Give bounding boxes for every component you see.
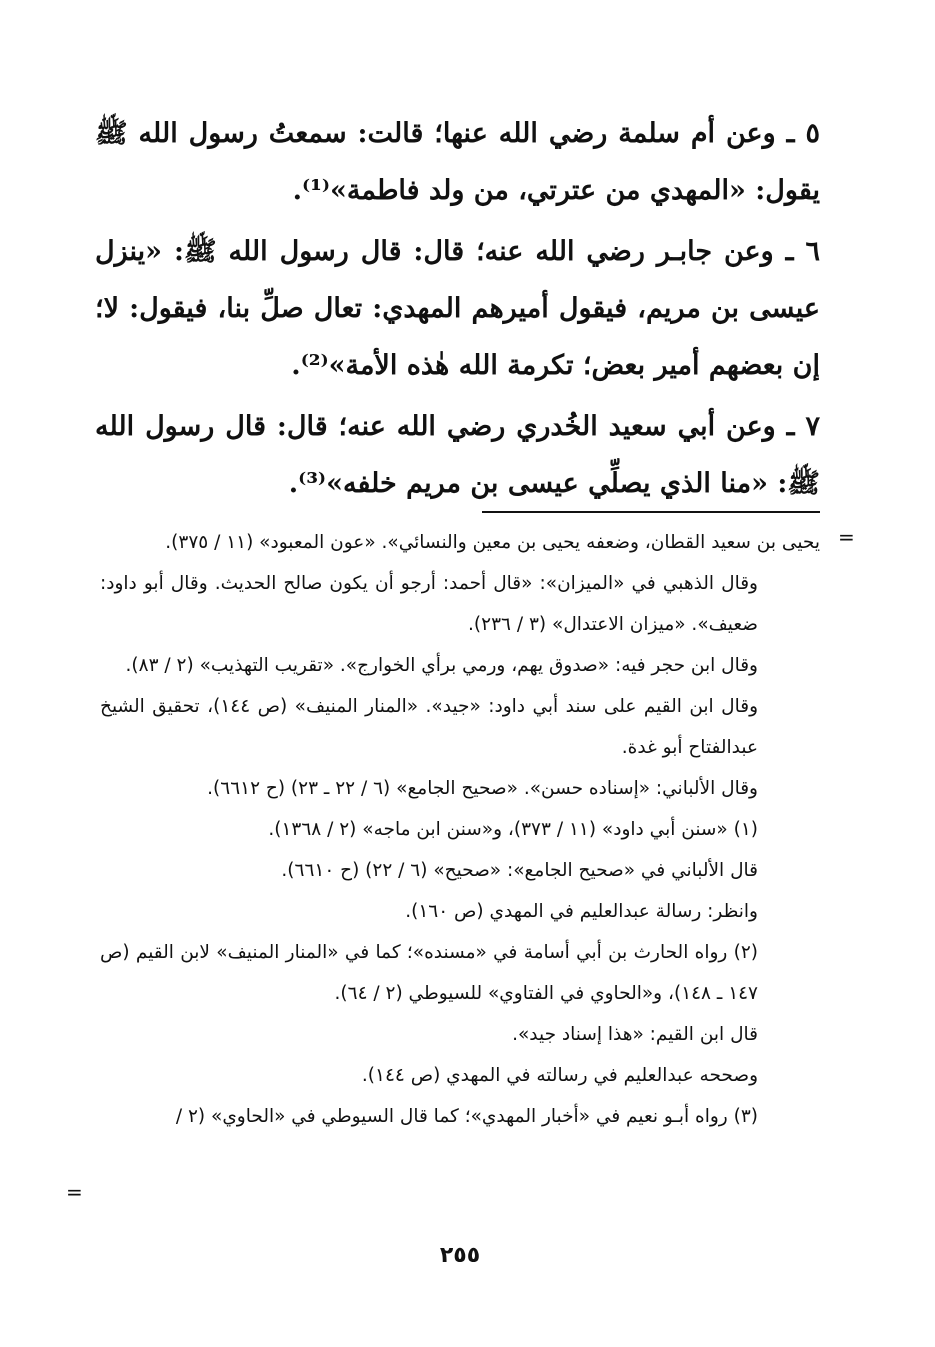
footnote-line: قال ابن القيم: «هذا إسناد جيد». xyxy=(512,1024,758,1045)
footnote-3: (٣) رواه أبـو نعيم في «أخبار المهدي»؛ كما قال السيوطي في «الحاوي» (٢ / xyxy=(175,1106,758,1127)
footnote-1: (١) «سنن أبي داود» (١١ / ٣٧٣)، و«سنن ابن ماجه» (٢ / ١٣٦٨). xyxy=(268,819,758,840)
footnote-line: وقال الألباني: «إسناده حسن». «صحيح الجامع» (٦ / ٢٢ ـ ٢٣) (ح ٦٦١٢). xyxy=(207,778,758,799)
footnote-line: وانظر: رسالة عبدالعليم في المهدي (ص ١٦٠). xyxy=(405,901,758,922)
continuation-mark: = xyxy=(838,525,855,549)
footnote-line: قال الألباني في «صحيح الجامع»: «صحيح» (٦ / ٢٢) (ح ٦٦١٠). xyxy=(281,860,758,881)
footnote-2: (٢) رواه الحارث بن أبي أسامة في «مسنده»؛ كما في «المنار المنيف» لابن القيم (ص ١٤٧ ـ ١٤٨)، و«الحاوي في الفتاوي» للسيوطي (٢ / ٦٤). xyxy=(100,942,758,1004)
footnote-line: وقال ابن حجر فيه: «صدوق يهم، ورمي برأي الخوارج». «تقريب التهذيب» (٢ / ٨٣). xyxy=(125,655,758,676)
hadith-paragraph-7: ٧ ـ وعن أبي سعيد الخُدري رضي الله عنه؛ قال: قال رسول الله ﷺ: «منا الذي يصلِّي عيسى بن مريم خلفه»⁽³⁾. xyxy=(95,411,820,499)
page-number: ٢٥٥ xyxy=(439,1243,481,1268)
footnote-divider xyxy=(482,511,820,513)
main-text xyxy=(95,105,820,512)
footnotes xyxy=(100,522,820,1137)
footnote-line: وقال ابن القيم على سند أبي داود: «جيد». «المنار المنيف» (ص ١٤٤)، تحقيق الشيخ عبدالفتاح أبو غدة. xyxy=(100,696,758,758)
hadith-paragraph-6: ٦ ـ وعن جابـر رضي الله عنه؛ قال: قال رسول الله ﷺ: «ينزل عيسى بن مريم، فيقول أميرهم المهدي: تعال صلِّ بنا، فيقول: لا؛ إن بعضهم أمير بعض؛ تكرمة الله هٰذه الأمة»⁽²⁾. xyxy=(95,236,821,381)
footnote-line: يحيى بن سعيد القطان، وضعفه يحيى بن معين والنسائي». «عون المعبود» (١١ / ٣٧٥). xyxy=(165,532,820,553)
footnote-line: وصححه عبدالعليم في رسالته في المهدي (ص ١٤٤). xyxy=(361,1065,758,1086)
footnote-continues-mark: = xyxy=(66,1180,83,1204)
hadith-paragraph-5: ٥ ـ وعن أم سلمة رضي الله عنها؛ قالت: سمعتُ رسول الله ﷺ يقول: «المهدي من عترتي، من ولد فاطمة»⁽¹⁾. xyxy=(95,118,820,206)
footnote-line: وقال الذهبي في «الميزان»: «قال أحمد: أرجو أن يكون صالح الحديث. وقال أبو داود: ضعيف». «ميزان الاعتدال» (٣ / ٢٣٦). xyxy=(100,573,758,635)
